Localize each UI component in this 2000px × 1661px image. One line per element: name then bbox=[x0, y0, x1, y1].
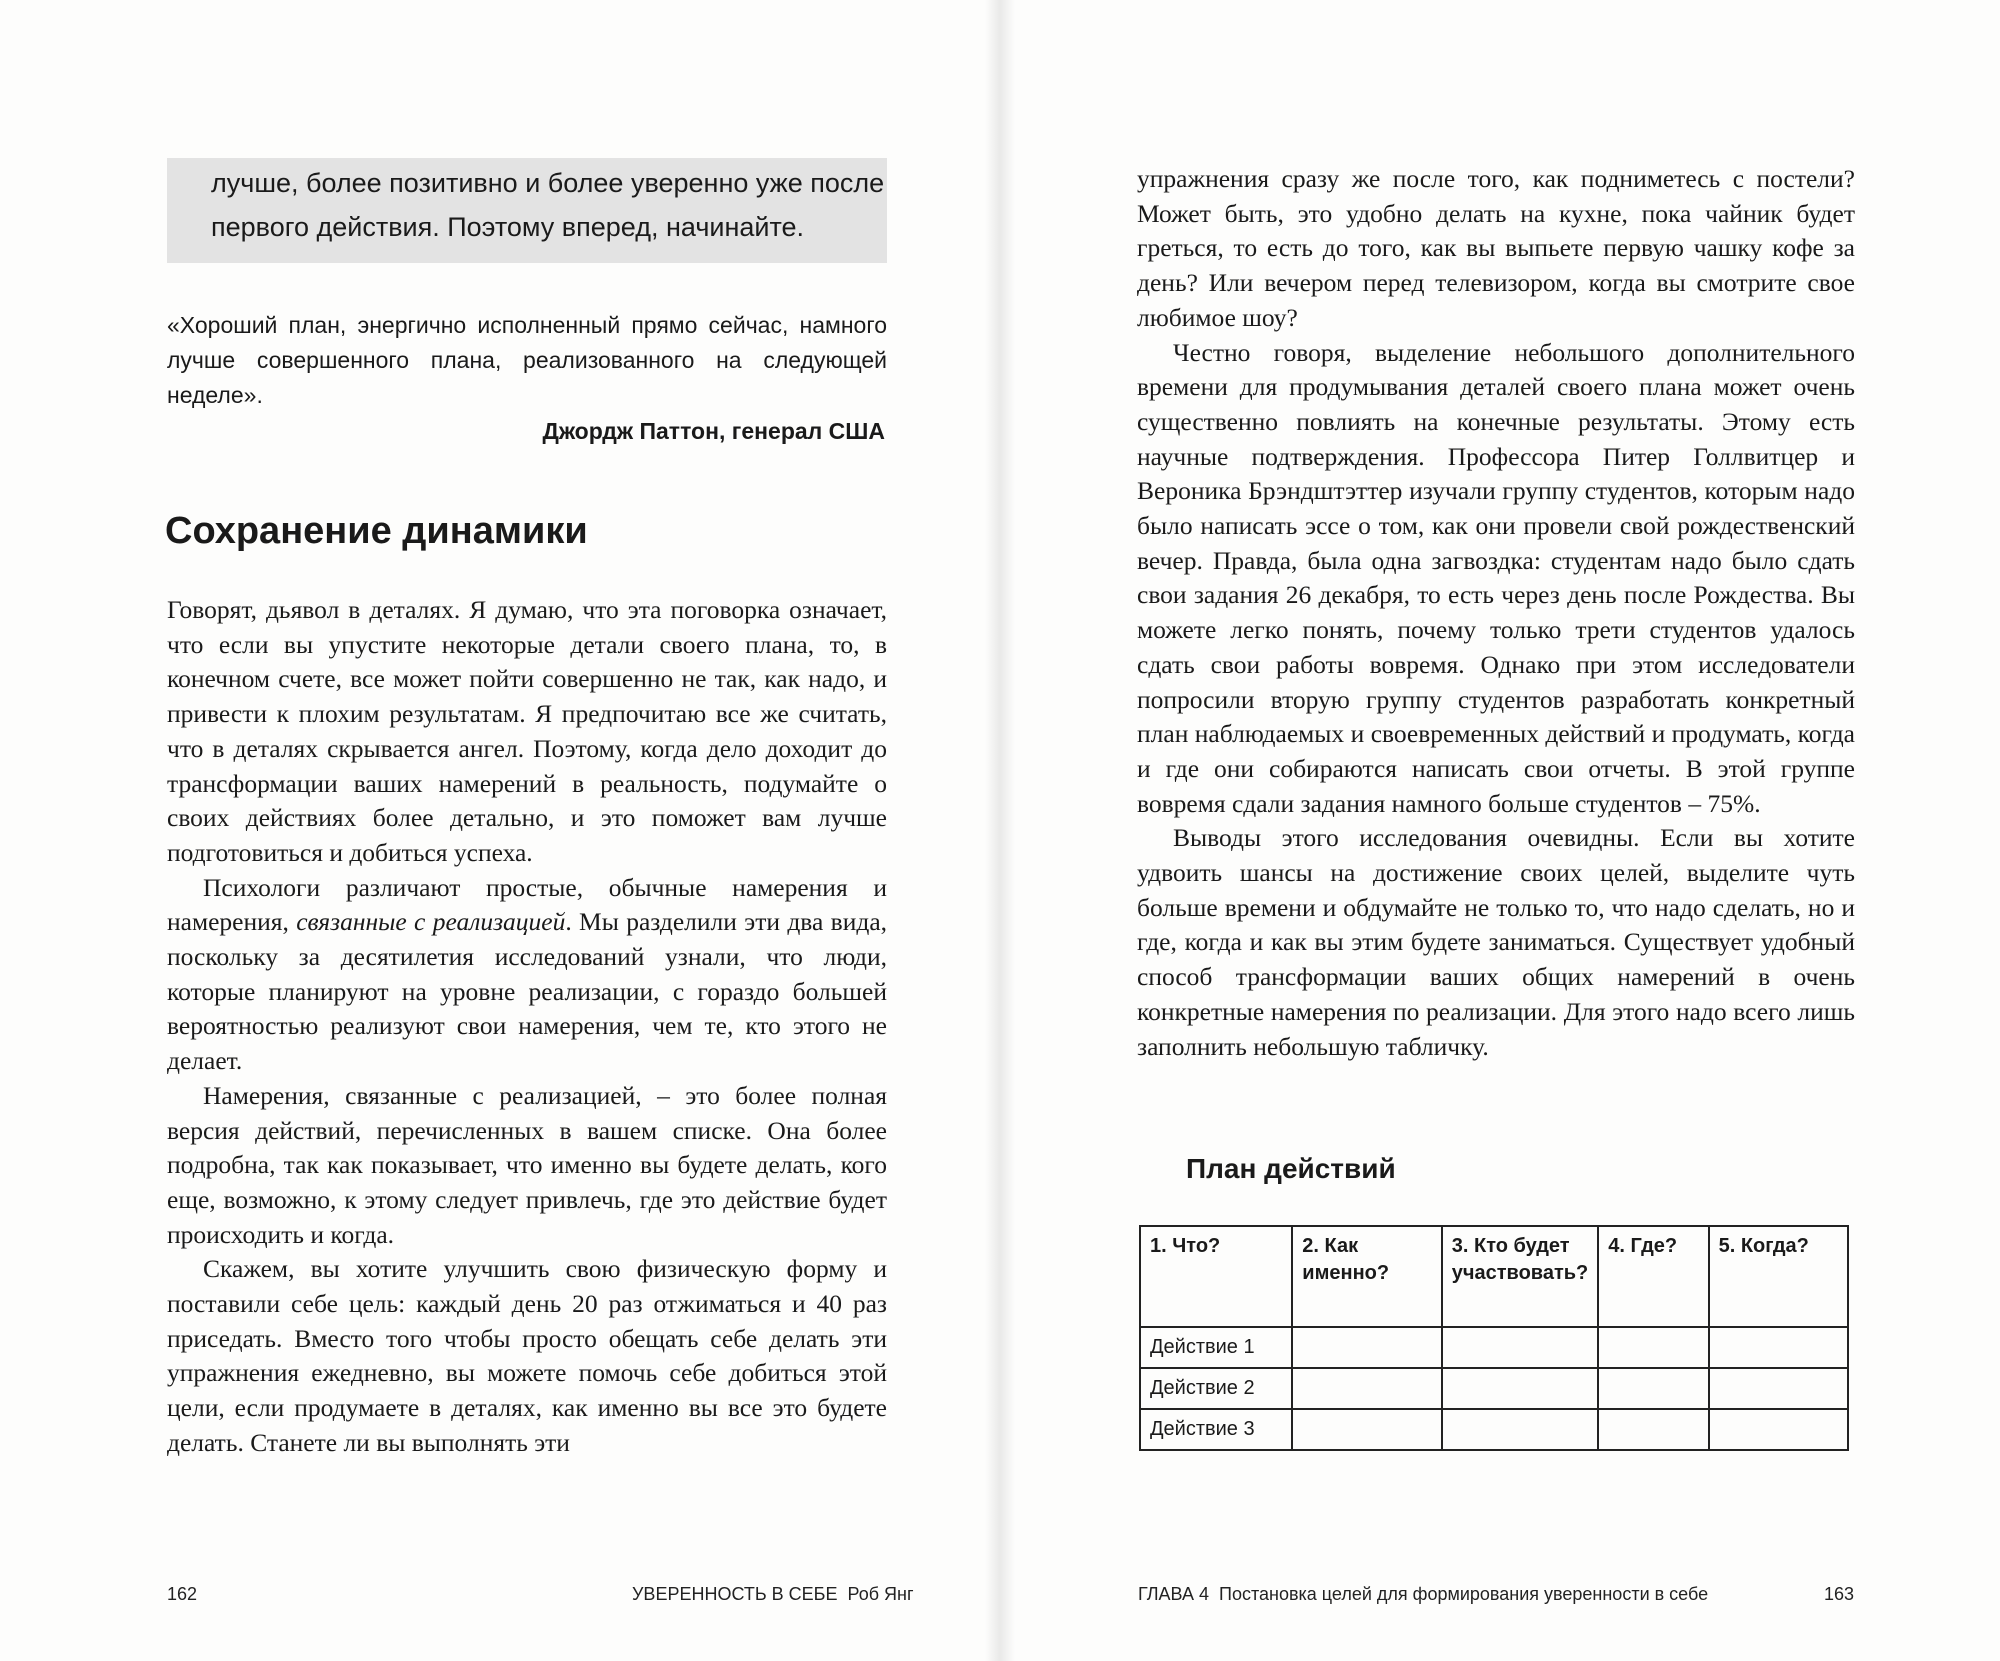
book-title: УВЕРЕННОСТЬ В СЕБЕ bbox=[632, 1584, 838, 1604]
table-header-row bbox=[1140, 1226, 1848, 1327]
boxed-excerpt-line: лучше, более позитивно и более уверенно уже после bbox=[211, 168, 885, 198]
table-header-cell: 2. Как именно? bbox=[1292, 1226, 1441, 1327]
paragraph: Намерения, связанные с реализацией, – это более полная версия действий, перечисленных в вашем списке. Она более подробна, так как показывает, что именно вы будете делать, кого еще, возможно, к этому следует привлечь, где это действие будет происходить и когда. bbox=[167, 1080, 887, 1249]
chapter-label: ГЛАВА 4 bbox=[1138, 1584, 1209, 1604]
table-cell bbox=[1292, 1327, 1441, 1368]
paragraph bbox=[167, 871, 887, 1079]
action-plan-table bbox=[1139, 1225, 1849, 1451]
table-cell bbox=[1709, 1409, 1848, 1450]
table-cell bbox=[1292, 1409, 1441, 1450]
table-cell bbox=[1709, 1327, 1848, 1368]
boxed-excerpt bbox=[167, 158, 887, 263]
book-author: Роб Янг bbox=[847, 1584, 914, 1604]
table-row bbox=[1140, 1409, 1848, 1450]
table-cell: Действие 1 bbox=[1140, 1327, 1292, 1368]
chapter-title: Постановка целей для формирования уверенности в себе bbox=[1219, 1584, 1709, 1604]
paragraph: Скажем, вы хотите улучшить свою физическую форму и поставили себе цель: каждый день 20 раз отжиматься и 40 раз приседать. Вместо того чтобы просто обещать себе делать эти упражнения ежедневно, вы можете помочь себе добиться этой цели, если продумаете в деталях, как именно вы все это будете делать. Станете ли вы выполнять эти bbox=[167, 1254, 887, 1457]
table-cell bbox=[1292, 1368, 1441, 1409]
table-header-cell: 5. Когда? bbox=[1709, 1226, 1848, 1327]
table-cell bbox=[1442, 1327, 1598, 1368]
table-row bbox=[1140, 1327, 1848, 1368]
section-title: Сохранение динамики bbox=[165, 510, 588, 552]
paragraph-text: . Мы разделили эти два вида, поскольку за десятилетия исследований узнали, что люди, которые планируют на уровне реализации, с гораздо большей вероятностью реализуют свои намерения, чем те, кто этого не делает. bbox=[167, 907, 888, 1076]
page-number-left: 162 bbox=[167, 1584, 198, 1604]
table-header-cell: 3. Кто будет участвовать? bbox=[1442, 1226, 1598, 1327]
table-header-cell: 4. Где? bbox=[1598, 1226, 1708, 1327]
left-body-text bbox=[167, 593, 887, 1461]
table-header-cell: 1. Что? bbox=[1140, 1226, 1292, 1327]
table-cell bbox=[1598, 1327, 1708, 1368]
italic-term: связанные с реализацией bbox=[296, 907, 566, 937]
epigraph-quote: «Хороший план, энергично исполненный прямо сейчас, намного лучше совершенного плана, реализованного на следующей неделе». bbox=[167, 312, 887, 408]
table-cell bbox=[1709, 1368, 1848, 1409]
epigraph-author: Джордж Паттон, генерал США bbox=[542, 418, 885, 444]
table-cell bbox=[1442, 1368, 1598, 1409]
page-number-right: 163 bbox=[1824, 1584, 1855, 1604]
table-cell bbox=[1442, 1409, 1598, 1450]
paragraph: упражнения сразу же после того, как подниметесь с постели? Может быть, это удобно делать на кухне, пока чайник будет греться, то есть до того, как вы выпьете первую чашку кофе за день? Или вечером перед телевизором, когда вы смотрите свое любимое шоу? bbox=[1137, 164, 1855, 332]
table-row bbox=[1140, 1368, 1848, 1409]
table-cell: Действие 2 bbox=[1140, 1368, 1292, 1409]
paragraph: Выводы этого исследования очевидны. Если вы хотите удвоить шансы на достижение своих целей, выделите чуть больше времени и обдумайте не только то, что надо сделать, но и где, когда и как вы этим будете заниматься. Существует удобный способ трансформации ваших общих намерений в очень конкретные намерения по реализации. Для этого надо всего лишь заполнить небольшую табличку. bbox=[1137, 823, 1855, 1061]
table-cell bbox=[1598, 1368, 1708, 1409]
plan-title: План действий bbox=[1186, 1153, 1396, 1184]
running-footer-right bbox=[1138, 1584, 1708, 1605]
boxed-excerpt-line: первого действия. Поэтому вперед, начинайте. bbox=[211, 212, 805, 242]
running-footer-left bbox=[632, 1584, 914, 1605]
paragraph: Говорят, дьявол в деталях. Я думаю, что эта поговорка означает, что если вы упустите некоторые детали своего плана, то, в конечном счете, все может пойти совершенно не так, как надо, и привести к плохим результатам. Я предпочитаю все же считать, что в деталях скрывается ангел. Поэтому, когда дело доходит до трансформации ваших намерений в реальность, подумайте о своих действиях более детально, и это поможет вам лучше подготовиться и добиться успеха. bbox=[167, 595, 887, 867]
paragraph: Честно говоря, выделение небольшого дополнительного времени для продумывания деталей своего плана может очень существенно повлиять на конечные результаты. Этому есть научные подтверждения. Профессора Питер Голлвитцер и Вероника Брэндштэттер изучали группу студентов, которым надо было написать эссе о том, как они провели свой рождественский вечер. Правда, была одна загвоздка: студентам надо было сдать свои задания 26 декабря, то есть через день после Рождества. Вы можете легко понять, почему только трети студентов удалось сдать свои работы вовремя. Однако при этом исследователи попросили вторую группу студентов разработать конкретный план наблюдаемых и своевременных действий и продумать, когда и где они собираются написать свои отчеты. В этой группе вовремя сдали задания намного больше студентов – 75%. bbox=[1137, 337, 1855, 818]
right-body-text bbox=[1137, 162, 1855, 1064]
table-cell bbox=[1598, 1409, 1708, 1450]
table-cell: Действие 3 bbox=[1140, 1409, 1292, 1450]
paragraph-text: Психологи различают простые, обычные намерения и намерения, bbox=[167, 872, 887, 937]
